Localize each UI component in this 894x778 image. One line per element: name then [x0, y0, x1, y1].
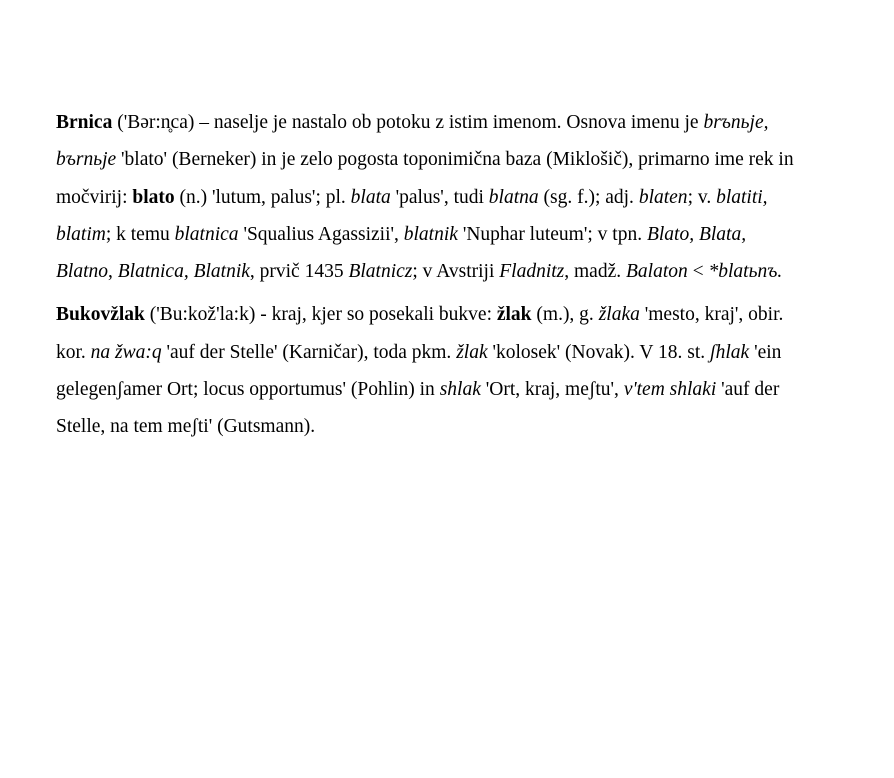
bold-term: blato — [132, 186, 175, 208]
form: blaten — [638, 186, 688, 208]
form: *blatьnъ. — [708, 261, 783, 283]
entry-line — [56, 216, 856, 253]
entry-text: , — [108, 261, 118, 283]
form: Blatnicz — [348, 261, 413, 283]
entry-text: (m.), g. — [531, 304, 599, 326]
form: blatiti, — [716, 186, 768, 208]
entry-text: (sg. f.); adj. — [538, 186, 639, 208]
dictionary-page — [56, 104, 856, 446]
form: blatnik — [403, 223, 458, 245]
entry-line — [56, 334, 856, 371]
entry-line — [56, 141, 856, 178]
form: Blatno — [56, 261, 108, 283]
entry-text: gelegenʃamer Ort; locus opportumus' (Pohlin) in — [56, 379, 440, 401]
form: ʃhlak — [710, 341, 750, 363]
form: blatna — [488, 186, 539, 208]
entry-text: 'palus', tudi — [390, 186, 489, 208]
headword: Bukovžlak — [56, 304, 145, 326]
form: v'tem shlaki — [623, 379, 717, 401]
form: Blatnica, Blatnik — [117, 261, 250, 283]
entry-text: 'blato' (Berneker) in je zelo pogosta toponimična baza (Miklošič), primarno ime rek in — [116, 149, 794, 171]
entry-brnica — [56, 104, 856, 290]
entry-text: ; v. — [687, 186, 717, 208]
entry-line — [56, 408, 856, 445]
entry-text: 'Nuphar luteum'; v tpn. — [457, 223, 647, 245]
etymon: bъrnьje — [56, 149, 117, 171]
form: žlak — [456, 341, 488, 363]
entry-line — [56, 371, 856, 408]
entry-text: ('Bu:kož'la:k) - kraj, kjer so posekali bukve: — [144, 304, 497, 326]
entry-text: ; v Avstriji — [412, 261, 500, 283]
entry-text: ('Bər:n̥ca) – naselje je nastalo ob potoku z istim imenom. Osnova imenu je — [112, 112, 704, 133]
entry-text: 'kolosek' (Novak). V 18. st. — [487, 341, 711, 363]
entry-bukovzlak — [56, 296, 856, 445]
etymon: brъnьje, — [703, 112, 769, 133]
entry-text: 'auf der Stelle' (Karničar), toda pkm. — [161, 341, 457, 363]
form: Fladnitz — [499, 261, 565, 283]
entry-text: 'ein — [749, 341, 782, 363]
entry-text: kor. — [56, 341, 91, 363]
entry-line — [56, 179, 856, 216]
form: na žwa:q — [90, 341, 162, 363]
entry-text: , prvič 1435 — [249, 261, 349, 283]
form: Blato, Blata, — [646, 223, 747, 245]
entry-text: močvirij: — [56, 186, 133, 208]
entry-text: 'Ort, kraj, meʃtu', — [480, 379, 624, 401]
form: žlaka — [598, 304, 640, 326]
entry-text: , madž. — [564, 261, 626, 283]
entry-text: (n.) 'lutum, palus'; pl. — [174, 186, 351, 208]
entry-line — [56, 104, 856, 141]
entry-text: Stelle, na tem meʃti' (Gutsmann). — [56, 416, 316, 438]
form: blata — [350, 186, 391, 208]
entry-text: < — [687, 261, 709, 283]
entry-text: 'auf der — [716, 379, 780, 401]
form: blatnica — [174, 223, 239, 245]
form: shlak — [439, 379, 481, 401]
form: blatim — [56, 223, 106, 245]
entry-line — [56, 253, 856, 290]
headword: Brnica — [56, 112, 113, 133]
form: Balaton — [626, 261, 688, 283]
entry-line — [56, 296, 856, 333]
entry-text: 'mesto, kraj', obir. — [639, 304, 784, 326]
entry-text: 'Squalius Agassizii', — [238, 223, 404, 245]
bold-term: žlak — [496, 304, 532, 326]
entry-text: ; k temu — [105, 223, 175, 245]
